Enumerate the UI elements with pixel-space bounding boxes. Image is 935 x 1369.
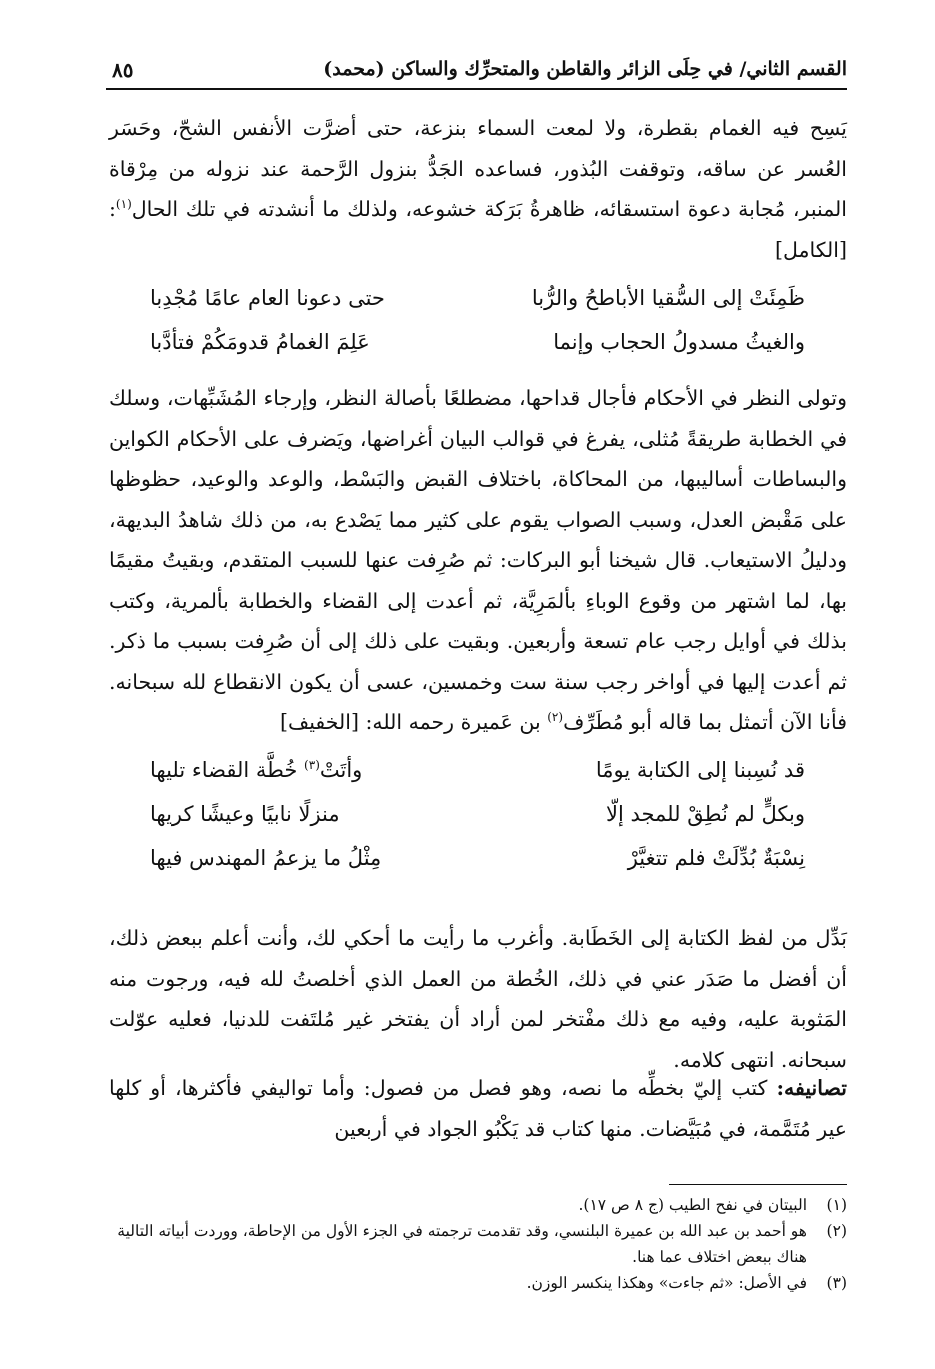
paragraph-2-text: وتولى النظر في الأحكام فأجال قداحها، مضطلعًا بأصالة النظر، وإرجاء المُشَبِّهات، وسلك في الخطابة طريقةً مُثلى، يفرغ في قوالب البيان أغراضها، ويَضرف على الأحكام الكواين والبساطات أساليبها، من المحاكاة، باختلاف القبض والبَسْط، والوعد والوعيد، حظوظها على مَقْبض العدل، وسبب الصواب يقوم على كثير مما يَصْدع به، من ذلك شاهدُ البديهة، ودليلُ الاستيعاب. قال شيخنا أبو البركات: ثم صُرِفت عنها للسبب المتقدم، وبقيتُ مقيمًا بها، لما اشتهر من وقوع الوباءِ بألمَرِيَّة، ثم أعدت إلى القضاء والخطابة بألمرية، وكتب بذلك في أوايل رجب عام تسعة وأربعين. وبقيت على ذلك إلى أن صُرِفت بسبب ما ذكر. ثم أعدت إليها في أواخر رجب سنة ست وخمسين، عسى أن يكون الانقطاع لله سبحانه. فأنا الآن أتمثل بما قاله أبو مُطَرِّف xyxy=(109,386,848,734)
verse-second-hemistich xyxy=(150,748,362,792)
paragraph-1 xyxy=(109,108,847,270)
paragraph-4 xyxy=(109,1068,847,1149)
paragraph-2-end: بن عَميرة رحمه الله: [الخفيف] xyxy=(280,710,548,734)
verse-first-hemistich: ظَمِئَتْ إلى السُّقيا الأباطحُ والرُّبا xyxy=(531,286,805,310)
paragraph-1-text: يَسِح فيه الغمام بقطرة، ولا لمعت السماء بنزعة، حتى أضرَّت الأنفس الشحّ، وحَسَر العُسر عن ساقه، وتوقفت البُذور، فساعده الجَدُّ بنزول الرَّحمة عند نزوله من مِرْقاة المنبر، مُجابة دعوة استسقائه، ظاهرةُ بَرَكة خشوعه، ولذلك ما أنشدته في تلك الحال xyxy=(109,116,847,221)
footnote-ref-2: (٢) xyxy=(547,710,564,725)
footnote-number: (١) xyxy=(826,1196,847,1214)
verse-second-hemistich: منزلًا نابيًا وعيشًا كريها xyxy=(150,802,340,826)
footnote-text: البيتان في نفح الطيب (ج ٨ ص ١٧). xyxy=(578,1196,807,1214)
footnote xyxy=(109,1270,847,1296)
hemistich-rest: خُطَّة القضاء تليها xyxy=(150,758,305,782)
verse-first-hemistich: وبكلٍّ لم نُطِقْ للمجد إلّا xyxy=(605,802,805,826)
footnote-ref-1: (١) xyxy=(115,197,132,212)
footnote-text: هو أحمد بن عبد الله بن عميرة البلنسي، وقد تقدمت ترجمته في الجزء الأول من الإحاطة، ووردت أبياته التالية هناك ببعض اختلاف عما هنا. xyxy=(117,1222,807,1266)
footnotes xyxy=(109,1192,847,1296)
verse xyxy=(150,792,805,836)
header-title: القسم الثاني/ في حِلَى الزائر والقاطن والمتحرِّك والساكن (محمد) xyxy=(323,58,847,80)
footnote-number: (٣) xyxy=(826,1274,847,1292)
verse-first-hemistich: نِسْبَةٌ بُدِّلَتْ فلم تتغيَّرْ xyxy=(627,846,805,870)
verse-first-hemistich: والغيثُ مسدولُ الحجاب وإنما xyxy=(553,330,805,354)
paragraph-2 xyxy=(109,378,847,743)
verse xyxy=(150,836,805,880)
footnote xyxy=(109,1192,847,1218)
verse-second-hemistich: عَلِمَ الغمامُ قدومَكُمْ فتأدَّبا xyxy=(150,330,370,354)
footnote xyxy=(109,1218,847,1270)
verse xyxy=(150,748,805,792)
paragraph-3: بَدِّل من لفظ الكتابة إلى الخَطَابة. وأغرب ما رأيت ما أحكي لك، وأنت أعلم ببعض ذلك، أن أفضل ما صَدَر عني في ذلك، الخُطة من العمل الذي أخلصتُ لله فيه، ورجوت منه المَثوبة عليه، وفيه مع ذلك مفْتخر لمن أراد أن يفتخر غير مُلتَفت للدنيا، فعليه عوّلت سبحانه. انتهى كلامه. xyxy=(109,926,847,1072)
verse-second-hemistich: حتى دعونا العام عامًا مُجْدِبا xyxy=(150,286,385,310)
section-lead-word: تصانيفه: xyxy=(776,1076,847,1100)
header-rule xyxy=(106,88,847,90)
verse xyxy=(150,320,805,364)
verse-second-hemistich: مِثْلُ ما يزعمُ المهندس فيها xyxy=(150,846,382,870)
poem-khafif xyxy=(150,748,805,880)
footnote-text: في الأصل: «ثم جاءت» وهكذا ينكسر الوزن. xyxy=(526,1274,807,1292)
verse-first-hemistich: قد نُسِبنا إلى الكتابة يومًا xyxy=(595,758,805,782)
meter-label-kamil: : [الكامل] xyxy=(109,197,847,262)
footnote-separator xyxy=(669,1184,847,1185)
footnote-number: (٢) xyxy=(826,1222,847,1240)
paragraph-4-text: كتب إليّ بخطِّه ما نصه، وهو فصل من فصول: وأما تواليفي فأكثرها، أو كلها عير مُتَمَّمة، في مُبَيَّضات. منها كتاب قد يَكْبُو الجواد في أربعين xyxy=(109,1076,847,1141)
running-header xyxy=(106,50,847,90)
footnote-ref-3: (٣) xyxy=(304,758,320,772)
verse xyxy=(150,276,805,320)
poem-kamil xyxy=(150,276,805,364)
hemistich-start: وأتَتْ xyxy=(319,758,363,782)
page-number: ٨٥ xyxy=(112,58,134,82)
